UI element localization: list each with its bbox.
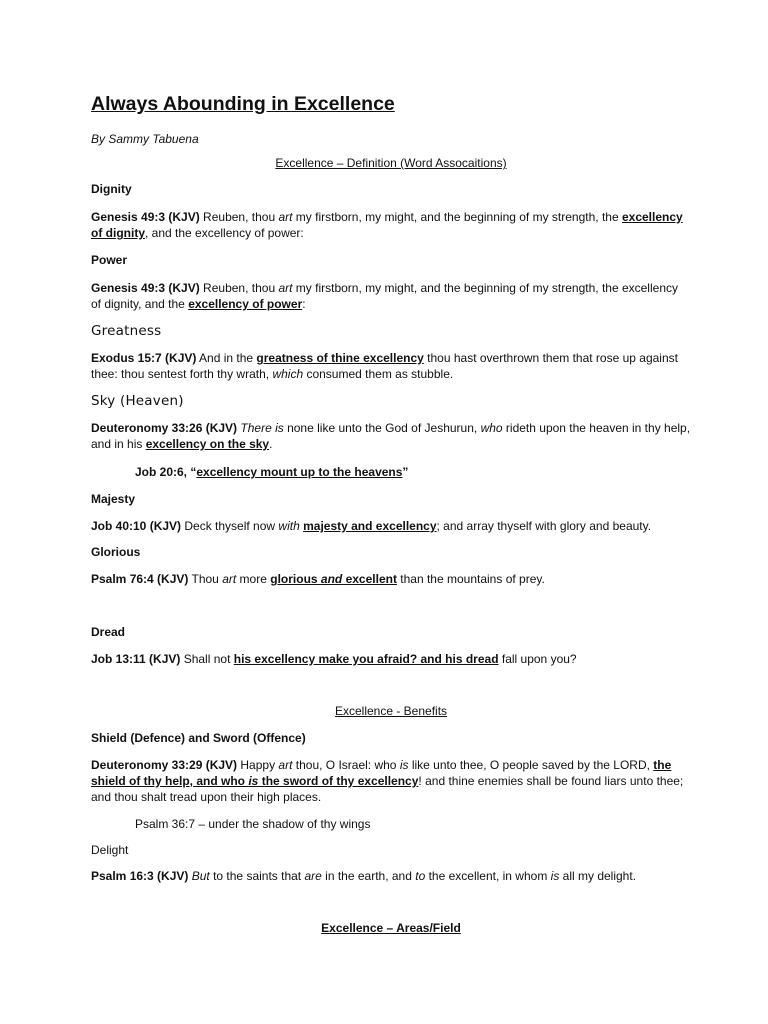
verse-power [91, 280, 691, 312]
verse-text: Happy [237, 758, 279, 772]
author-byline: By Sammy Tabuena [91, 132, 199, 146]
verse-text: thou, O Israel: who [292, 758, 400, 772]
verse-text: my firstborn, my might, and the beginning of my strength, the excellency of dignity, and the [91, 281, 678, 311]
verse-highlight: the sword of thy excellency [258, 774, 419, 788]
verse-text: ! and thine enemies shall be found liars unto thee; and thou shalt tread upon their high places. [91, 774, 684, 804]
heading-sky: Sky (Heaven) [91, 393, 184, 409]
verse-reference: Job 20:6, “ [135, 465, 197, 479]
verse-highlight: his excellency make you afraid? and his dread [233, 652, 499, 666]
verse-highlight: excellency of power [188, 297, 303, 311]
heading-dignity: Dignity [91, 182, 132, 196]
verse-text: all my delight. [559, 869, 637, 883]
verse-reference: Deuteronomy 33:29 (KJV) [91, 758, 238, 772]
verse-text: none like unto the God of Jeshurun, [283, 421, 481, 435]
verse-text: rideth upon the heaven in thy help, and in his [91, 421, 691, 451]
verse-highlight: majesty and excellency [303, 519, 437, 533]
verse-text: in the earth, and [321, 869, 416, 883]
verse-reference: Genesis 49:3 (KJV) [91, 281, 200, 295]
verse-text: thou hast overthrown them that rose up against thee: thou sentest forth thy wrath, [91, 351, 678, 381]
verse-delight [91, 868, 691, 884]
verse-shield [91, 757, 691, 805]
verse-dread [91, 651, 691, 667]
verse-highlight: excellency on the sky [145, 437, 270, 451]
verse-reference: Psalm 76:4 (KJV) [91, 572, 189, 586]
verse-italic: are [304, 869, 322, 883]
verse-highlight: excellent [342, 572, 397, 586]
section-heading-areas: Excellence – Areas/Field [321, 921, 461, 935]
verse-reference: Exodus 15:7 (KJV) [91, 351, 197, 365]
verse-italic: art [278, 210, 293, 224]
heading-shield: Shield (Defence) and Sword (Offence) [91, 731, 306, 745]
verse-italic: with [278, 519, 300, 533]
verse-highlight: and [320, 572, 343, 586]
verse-highlight: the shield of thy help, and who [91, 758, 672, 788]
verse-highlight: excellency mount up to the heavens [196, 465, 403, 479]
verse-reference: Psalm 16:3 (KJV) [91, 869, 189, 883]
verse-reference: Genesis 49:3 (KJV) [91, 210, 200, 224]
verse-sky [91, 420, 691, 452]
verse-italic: is [550, 869, 560, 883]
verse-highlight: is [248, 774, 259, 788]
verse-highlight: greatness of thine excellency [256, 351, 424, 365]
verse-text: consumed them as stubble. [303, 367, 454, 381]
verse-text: Shall not [180, 652, 234, 666]
verse-italic: who [480, 421, 503, 435]
heading-power: Power [91, 253, 128, 267]
verse-text: like unto thee, O people saved by the LORD, [408, 758, 654, 772]
verse-reference: Job 40:10 (KJV) [91, 519, 182, 533]
verse-italic: is [399, 758, 409, 772]
verse-italic: art [222, 572, 237, 586]
verse-text: : [302, 297, 306, 311]
verse-greatness [91, 350, 691, 382]
verse-reference: Deuteronomy 33:26 (KJV) [91, 421, 238, 435]
verse-majesty [91, 518, 691, 534]
verse-italic: art [278, 281, 293, 295]
verse-text: ; and array thyself with glory and beauty. [436, 519, 652, 533]
verse-text: , and the excellency of power: [145, 226, 304, 240]
document-page [91, 92, 691, 936]
verse-text: the excellent, in whom [425, 869, 551, 883]
document-title: Always Abounding in Excellence [91, 93, 395, 115]
verse-highlight: excellency of dignity [91, 210, 683, 240]
section-heading-definition: Excellence – Definition (Word Assocaitions) [275, 156, 507, 170]
cross-reference-psalm36: Psalm 36:7 – under the shadow of thy wings [135, 817, 371, 831]
heading-glorious: Glorious [91, 545, 141, 559]
verse-italic: art [278, 758, 293, 772]
section-heading-benefits: Excellence - Benefits [334, 704, 448, 718]
verse-text: ” [402, 465, 409, 479]
verse-text: fall upon you? [498, 652, 577, 666]
heading-dread: Dread [91, 625, 126, 639]
verse-italic: to [415, 869, 426, 883]
verse-text: . [269, 437, 273, 451]
verse-italic: There is [240, 421, 284, 435]
verse-italic: which [272, 367, 304, 381]
verse-text: to the saints that [209, 869, 305, 883]
verse-text: Reuben, thou [199, 210, 279, 224]
cross-reference-job20 [91, 464, 691, 480]
heading-greatness: Greatness [91, 323, 162, 339]
verse-text: Reuben, thou [199, 281, 279, 295]
heading-delight: Delight [91, 843, 129, 857]
heading-majesty: Majesty [91, 492, 136, 506]
verse-glorious [91, 571, 691, 587]
verse-text: than the mountains of prey. [396, 572, 545, 586]
verse-text: more [236, 572, 271, 586]
verse-highlight: glorious [270, 572, 321, 586]
verse-text: my firstborn, my might, and the beginning of my strength, the [292, 210, 622, 224]
verse-text: And in the [196, 351, 257, 365]
verse-text: Deck thyself now [181, 519, 279, 533]
verse-dignity [91, 209, 691, 241]
verse-text: Thou [188, 572, 223, 586]
verse-reference: Job 13:11 (KJV) [91, 652, 181, 666]
verse-italic: But [191, 869, 210, 883]
